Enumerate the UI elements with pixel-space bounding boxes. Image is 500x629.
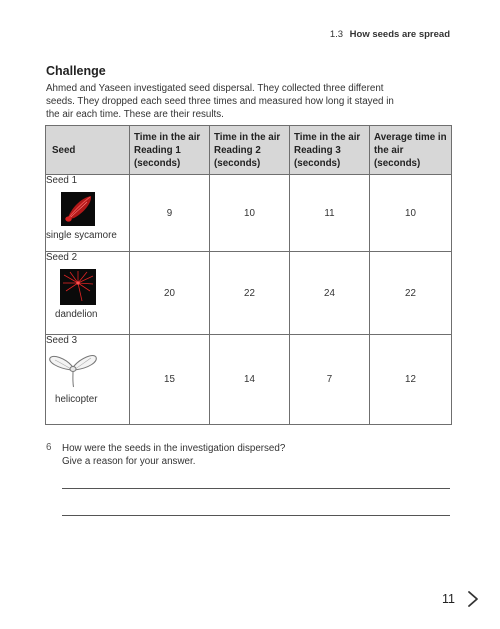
challenge-heading: Challenge <box>46 64 106 78</box>
seed-name: single sycamore <box>46 230 117 242</box>
helicopter-seed-icon <box>47 348 99 390</box>
value-cell: 15 <box>130 334 210 424</box>
col-header-average: Average time in the air (seconds) <box>370 126 452 175</box>
col-header-reading-3: Time in the air Reading 3 (seconds) <box>290 126 370 175</box>
question-number: 6 <box>46 442 52 453</box>
seed-label: Seed 1 <box>46 175 78 187</box>
average-cell: 10 <box>370 175 452 252</box>
dandelion-seed-icon <box>60 269 96 305</box>
col-header-reading-1: Time in the air Reading 1 (seconds) <box>130 126 210 175</box>
average-cell: 12 <box>370 334 452 424</box>
challenge-intro: Ahmed and Yaseen investigated seed dispersal. They collected three different seeds. They dropped each seed three times and measured how long it stayed in the air each time. These are their results. <box>46 83 394 121</box>
seed-label: Seed 3 <box>46 334 78 346</box>
seed-label: Seed 2 <box>46 252 78 264</box>
col-header-seed: Seed <box>46 126 130 175</box>
answer-line-2[interactable] <box>62 515 450 516</box>
value-cell: 24 <box>290 252 370 334</box>
sycamore-seed-icon <box>61 192 95 226</box>
table-row <box>46 175 452 252</box>
question-text <box>62 442 285 468</box>
col-header-reading-2: Time in the air Reading 2 (seconds) <box>210 126 290 175</box>
seed-name: helicopter <box>55 393 98 405</box>
answer-line-1[interactable] <box>62 488 450 489</box>
results-table <box>45 125 452 425</box>
seed-cell <box>46 334 130 424</box>
value-cell: 11 <box>290 175 370 252</box>
seed-cell <box>46 252 130 334</box>
section-title: How seeds are spread <box>349 29 450 40</box>
table-row <box>46 252 452 334</box>
value-cell: 20 <box>130 252 210 334</box>
question-line-2: Give a reason for your answer. <box>62 456 196 467</box>
value-cell: 14 <box>210 334 290 424</box>
table-row <box>46 334 452 424</box>
value-cell: 10 <box>210 175 290 252</box>
seed-cell <box>46 175 130 252</box>
section-number: 1.3 <box>329 29 344 40</box>
seed-name: dandelion <box>55 309 98 321</box>
value-cell: 22 <box>210 252 290 334</box>
average-cell: 22 <box>370 252 452 334</box>
next-page-arrow-icon[interactable] <box>466 590 480 608</box>
page-number: 11 <box>442 592 455 606</box>
value-cell: 9 <box>130 175 210 252</box>
page-header <box>330 29 450 40</box>
table-header-row <box>46 126 452 175</box>
value-cell: 7 <box>290 334 370 424</box>
question-line-1: How were the seeds in the investigation dispersed? <box>62 443 286 454</box>
